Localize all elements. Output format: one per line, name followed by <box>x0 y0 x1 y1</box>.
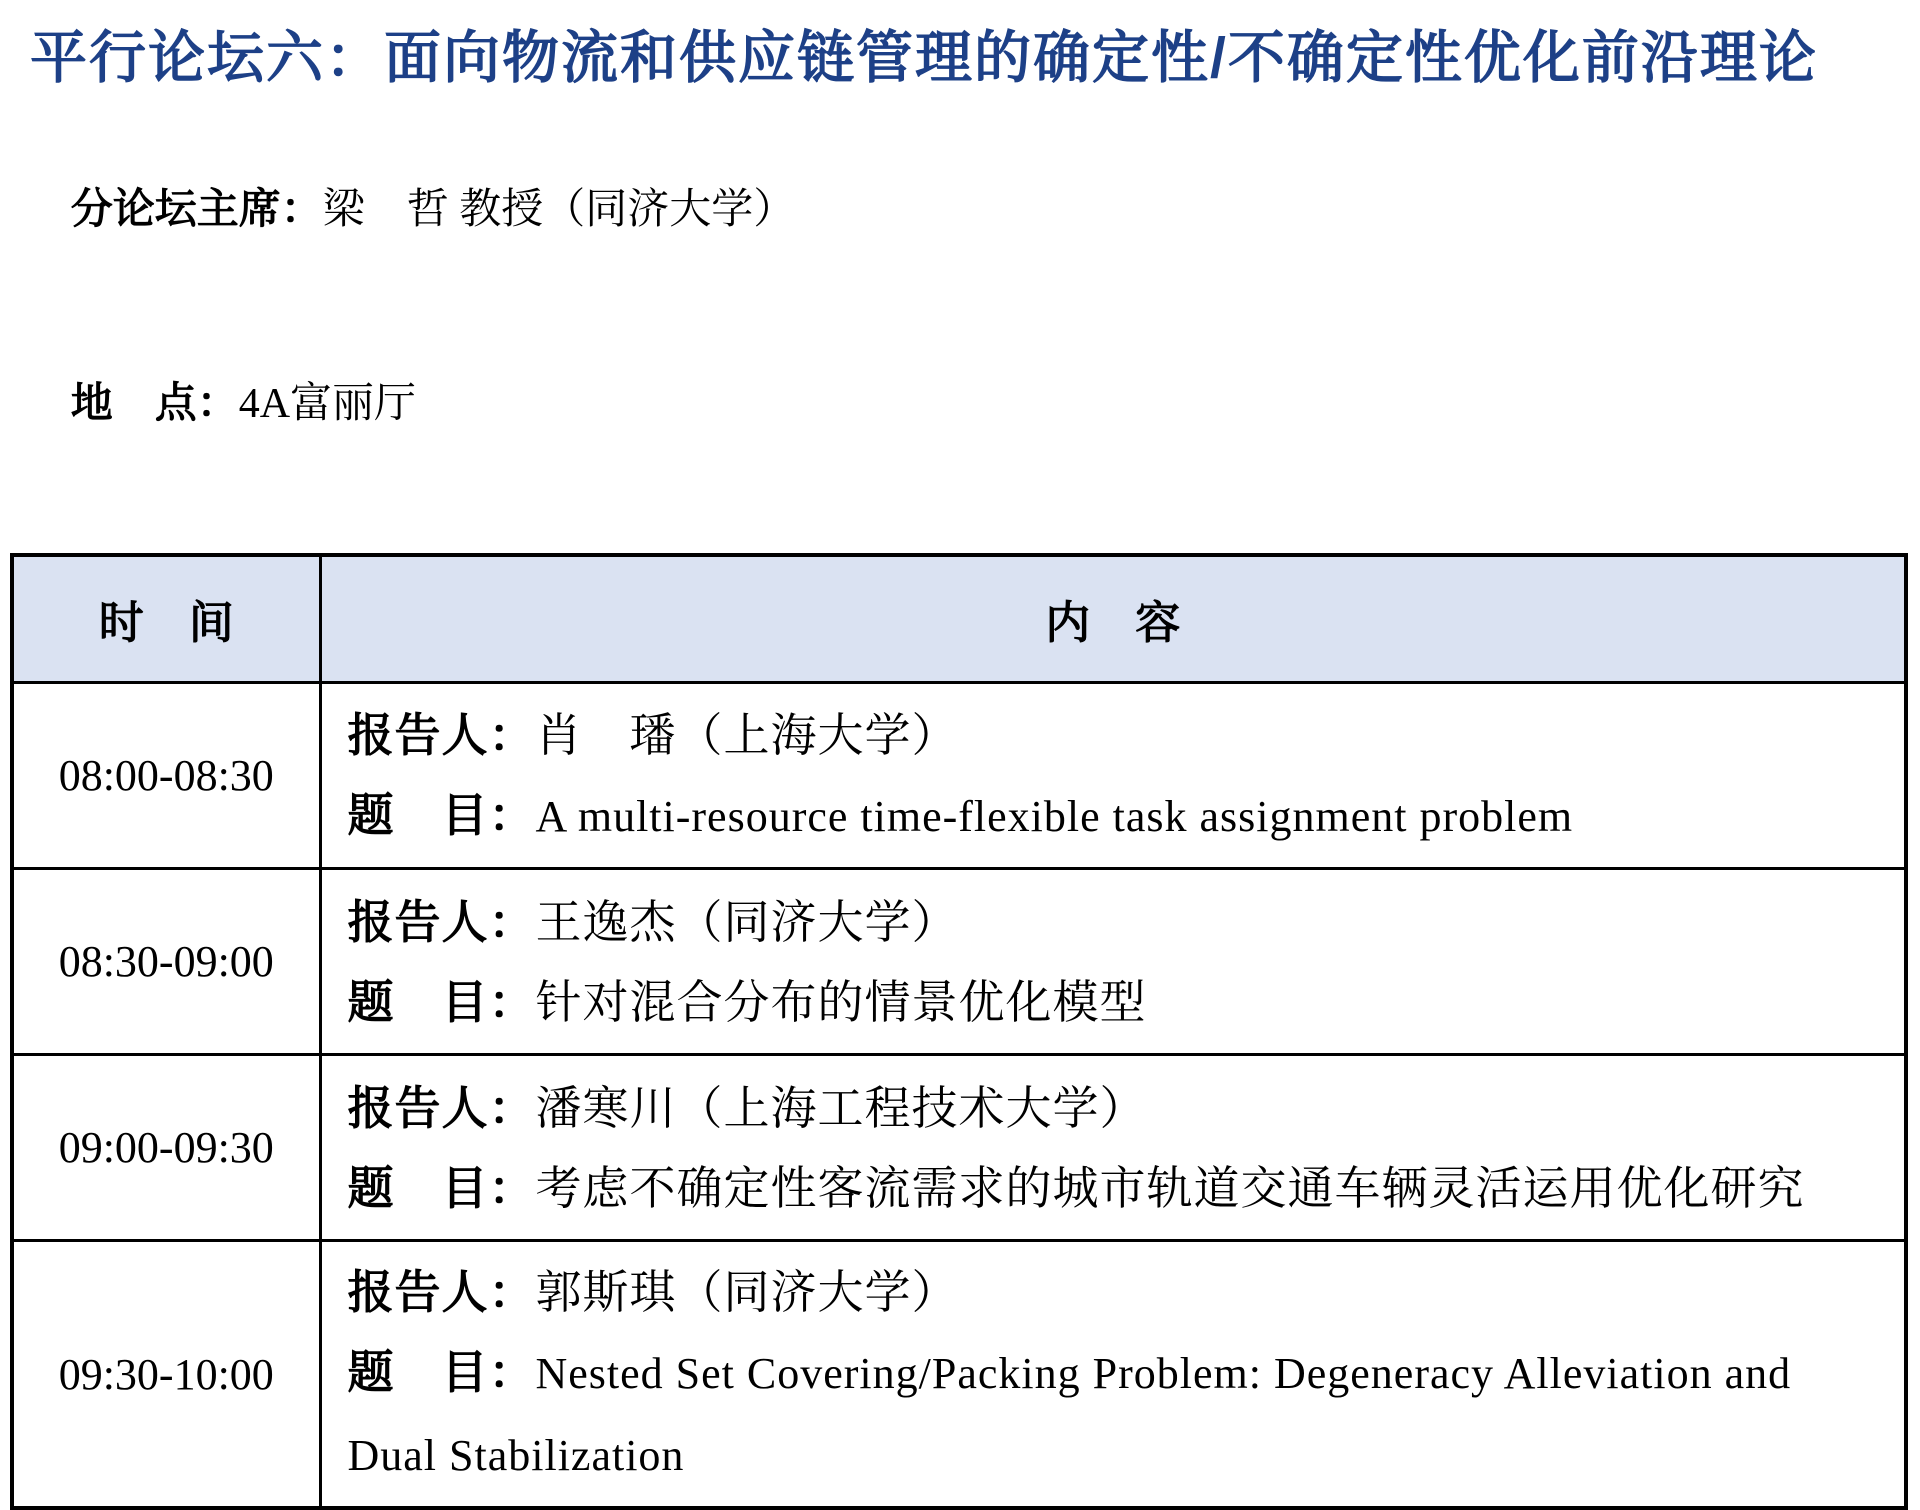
chair-value: 梁 哲 教授（同济大学） <box>323 187 796 233</box>
topic-label: 题 目： <box>348 1346 536 1398</box>
topic-text: Nested Set Covering/Packing Problem: Degeneracy Alleviation and Dual Stabilization <box>348 1349 1804 1480</box>
topic-label: 题 目： <box>348 1162 536 1214</box>
session-time: 08:30-09:00 <box>12 869 320 1055</box>
schedule-table-body <box>12 683 1906 1509</box>
session-content <box>320 869 1906 1055</box>
topic-text: 针对混合分布的情景优化模型 <box>536 976 1147 1028</box>
header-row <box>12 555 1906 683</box>
location-line <box>24 322 1910 487</box>
session-row-1 <box>12 683 1906 869</box>
topic-line <box>348 1332 1875 1496</box>
session-row-3 <box>12 1055 1906 1241</box>
topic-label: 题 目： <box>348 976 536 1028</box>
speaker-label: 报告人： <box>348 709 536 761</box>
location-label: 地 点： <box>71 379 239 426</box>
page-title: 平行论坛六：面向物流和供应链管理的确定性/不确定性优化前沿理论 <box>30 20 1910 97</box>
chair-label: 分论坛主席： <box>71 185 323 232</box>
session-row-2 <box>12 869 1906 1055</box>
location-value: 4A富丽厅 <box>239 381 416 427</box>
session-content <box>320 1241 1906 1509</box>
session-time: 09:30-10:00 <box>12 1241 320 1509</box>
session-row-4 <box>12 1241 1906 1509</box>
speaker-line <box>348 695 1875 775</box>
topic-text: 考虑不确定性客流需求的城市轨道交通车辆灵活运用优化研究 <box>536 1162 1805 1214</box>
topic-label: 题 目： <box>348 789 536 841</box>
speaker-name: 郭斯琪（同济大学） <box>536 1266 959 1318</box>
topic-line <box>348 962 1875 1042</box>
session-content <box>320 1055 1906 1241</box>
speaker-line <box>348 882 1875 962</box>
speaker-name: 王逸杰（同济大学） <box>536 896 959 948</box>
topic-line <box>348 1148 1875 1228</box>
speaker-label: 报告人： <box>348 1082 536 1134</box>
topic-line <box>348 775 1875 857</box>
schedule-table-head <box>12 555 1906 683</box>
speaker-name: 肖 璠（上海大学） <box>536 709 959 761</box>
speaker-line <box>348 1252 1875 1332</box>
session-content <box>320 683 1906 869</box>
chair-line <box>24 127 1910 292</box>
speaker-name: 潘寒川（上海工程技术大学） <box>536 1082 1147 1134</box>
topic-text: A multi-resource time-flexible task assignment problem <box>536 792 1574 841</box>
schedule-table <box>10 553 1908 1510</box>
speaker-line <box>348 1068 1875 1148</box>
speaker-label: 报告人： <box>348 1266 536 1318</box>
content-column-header: 内 容 <box>320 555 1906 683</box>
time-column-header: 时 间 <box>12 555 320 683</box>
session-time: 09:00-09:30 <box>12 1055 320 1241</box>
speaker-label: 报告人： <box>348 896 536 948</box>
session-time: 08:00-08:30 <box>12 683 320 869</box>
